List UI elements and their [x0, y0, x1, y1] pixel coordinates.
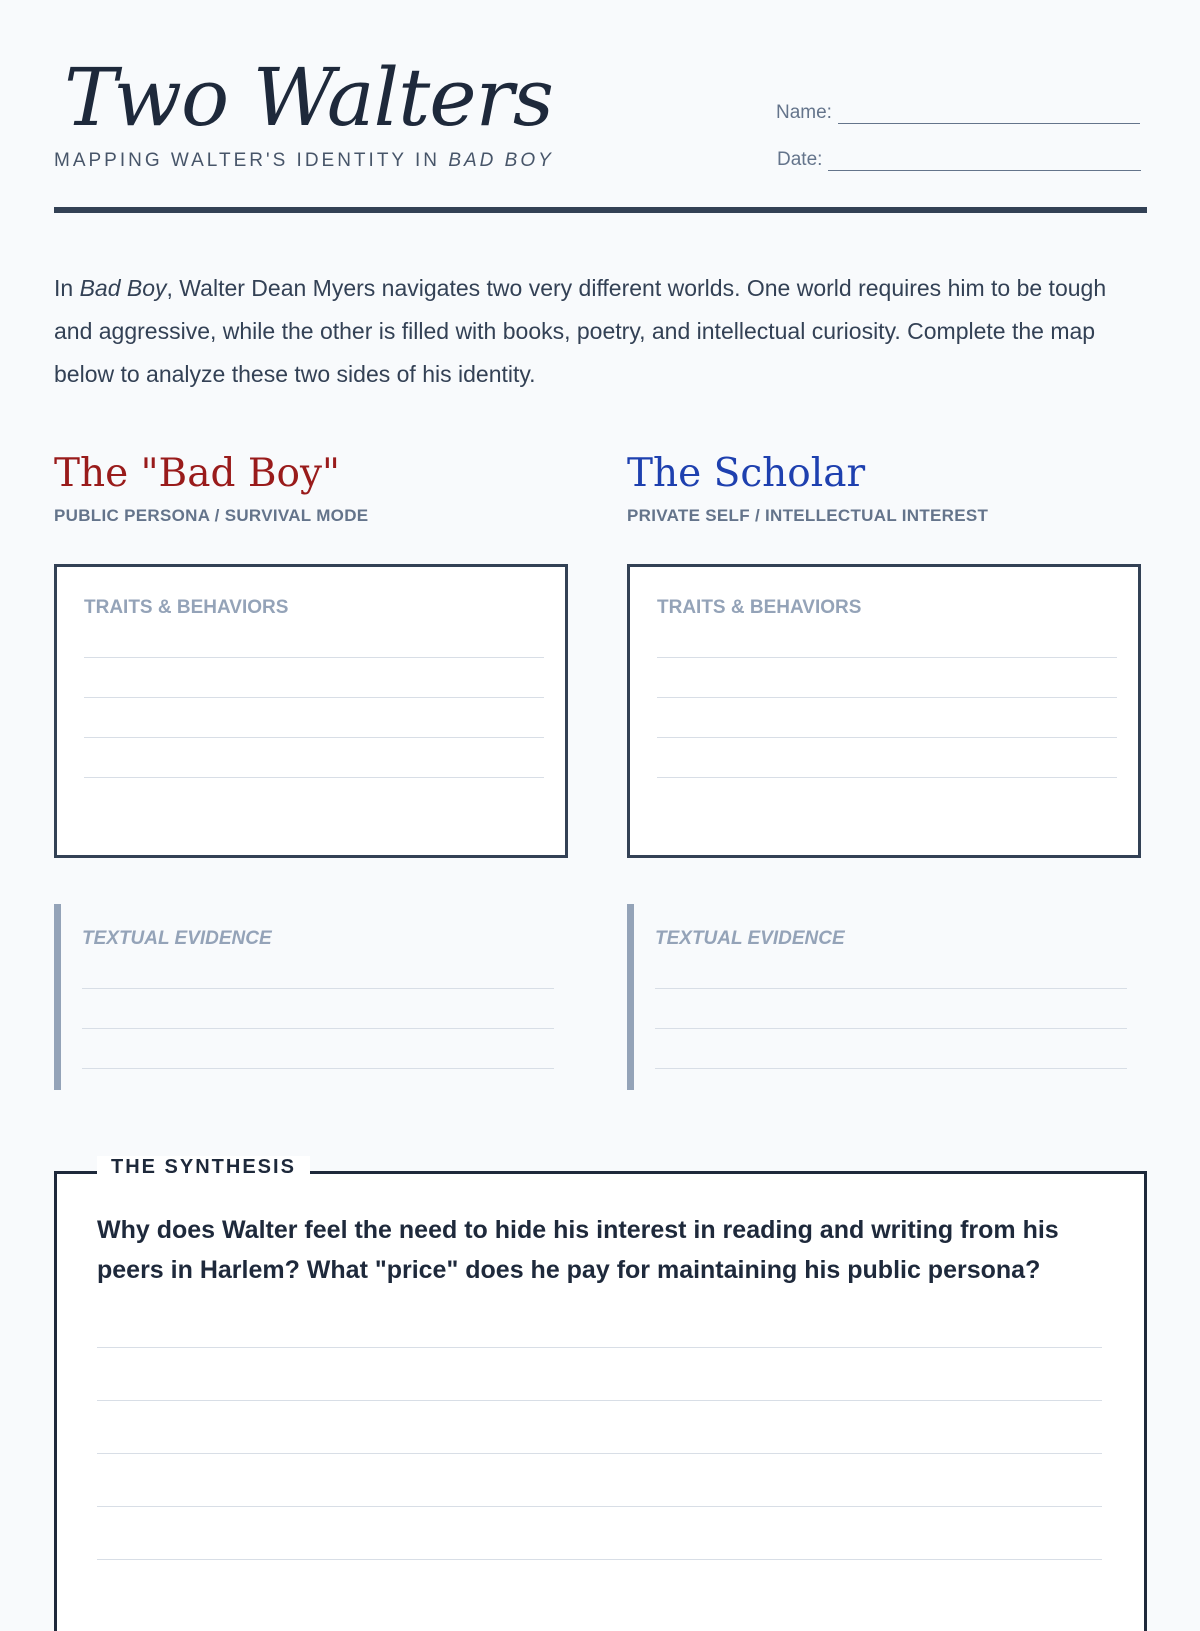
evidence-label: TEXTUAL EVIDENCE	[655, 928, 845, 949]
writing-line	[82, 1068, 554, 1069]
scholar-evidence-box[interactable]	[627, 904, 1127, 1090]
synthesis-box[interactable]	[54, 1156, 1147, 1631]
date-field[interactable]	[777, 149, 1141, 171]
bad-boy-traits-box[interactable]	[54, 564, 568, 858]
worksheet-page	[54, 0, 1147, 1600]
bad-boy-column	[54, 448, 574, 949]
date-label: Date:	[777, 149, 823, 170]
writing-line	[82, 988, 554, 989]
writing-line	[97, 1559, 1102, 1560]
synthesis-question: Why does Walter feel the need to hide his interest in reading and writing from his peers in Harlem? What "price" does he pay for maintaining his public persona?	[97, 1216, 1059, 1284]
writing-line	[97, 1506, 1102, 1507]
page-subtitle	[54, 150, 554, 172]
intro-paragraph	[54, 267, 1147, 396]
writing-line	[84, 697, 544, 698]
bad-boy-heading: The "Bad Boy"	[54, 451, 340, 496]
writing-line	[655, 988, 1127, 989]
synthesis-label: THE SYNTHESIS	[97, 1156, 310, 1179]
writing-line	[97, 1453, 1102, 1454]
date-blank[interactable]	[828, 150, 1141, 171]
page-title: Two Walters	[64, 51, 553, 144]
traits-label: TRAITS & BEHAVIORS	[84, 597, 289, 618]
intro-body: , Walter Dean Myers navigates two very different worlds. One world requires him to be tough and aggressive, while the other is filled with books, poetry, and intellectual curiosity. Complete the map below to analyze these two sides of his identity.	[54, 275, 1107, 387]
scholar-subheading: PRIVATE SELF / INTELLECTUAL INTEREST	[627, 506, 989, 525]
traits-label: TRAITS & BEHAVIORS	[657, 597, 862, 618]
writing-line	[97, 1400, 1102, 1401]
writing-line	[657, 697, 1117, 698]
subtitle-book-title: BAD BOY	[448, 150, 554, 171]
intro-book-title: Bad Boy	[79, 275, 167, 301]
scholar-traits-box[interactable]	[627, 564, 1141, 858]
writing-line	[657, 777, 1117, 778]
evidence-label: TEXTUAL EVIDENCE	[82, 928, 272, 949]
writing-line	[657, 657, 1117, 658]
bad-boy-subheading: PUBLIC PERSONA / SURVIVAL MODE	[54, 506, 369, 525]
scholar-column	[627, 448, 1147, 949]
name-field[interactable]	[776, 102, 1140, 124]
writing-line	[82, 1028, 554, 1029]
bad-boy-evidence-box[interactable]	[54, 904, 554, 1090]
writing-line	[84, 737, 544, 738]
name-label: Name:	[776, 102, 832, 123]
writing-line	[657, 737, 1117, 738]
scholar-heading: The Scholar	[627, 451, 866, 496]
writing-line	[655, 1068, 1127, 1069]
header-divider	[54, 207, 1147, 213]
intro-prefix: In	[54, 275, 80, 301]
subtitle-prefix: MAPPING WALTER'S IDENTITY IN	[54, 150, 449, 171]
writing-line	[97, 1347, 1102, 1348]
name-blank[interactable]	[838, 103, 1140, 124]
writing-line	[655, 1028, 1127, 1029]
writing-line	[84, 657, 544, 658]
writing-line	[84, 777, 544, 778]
